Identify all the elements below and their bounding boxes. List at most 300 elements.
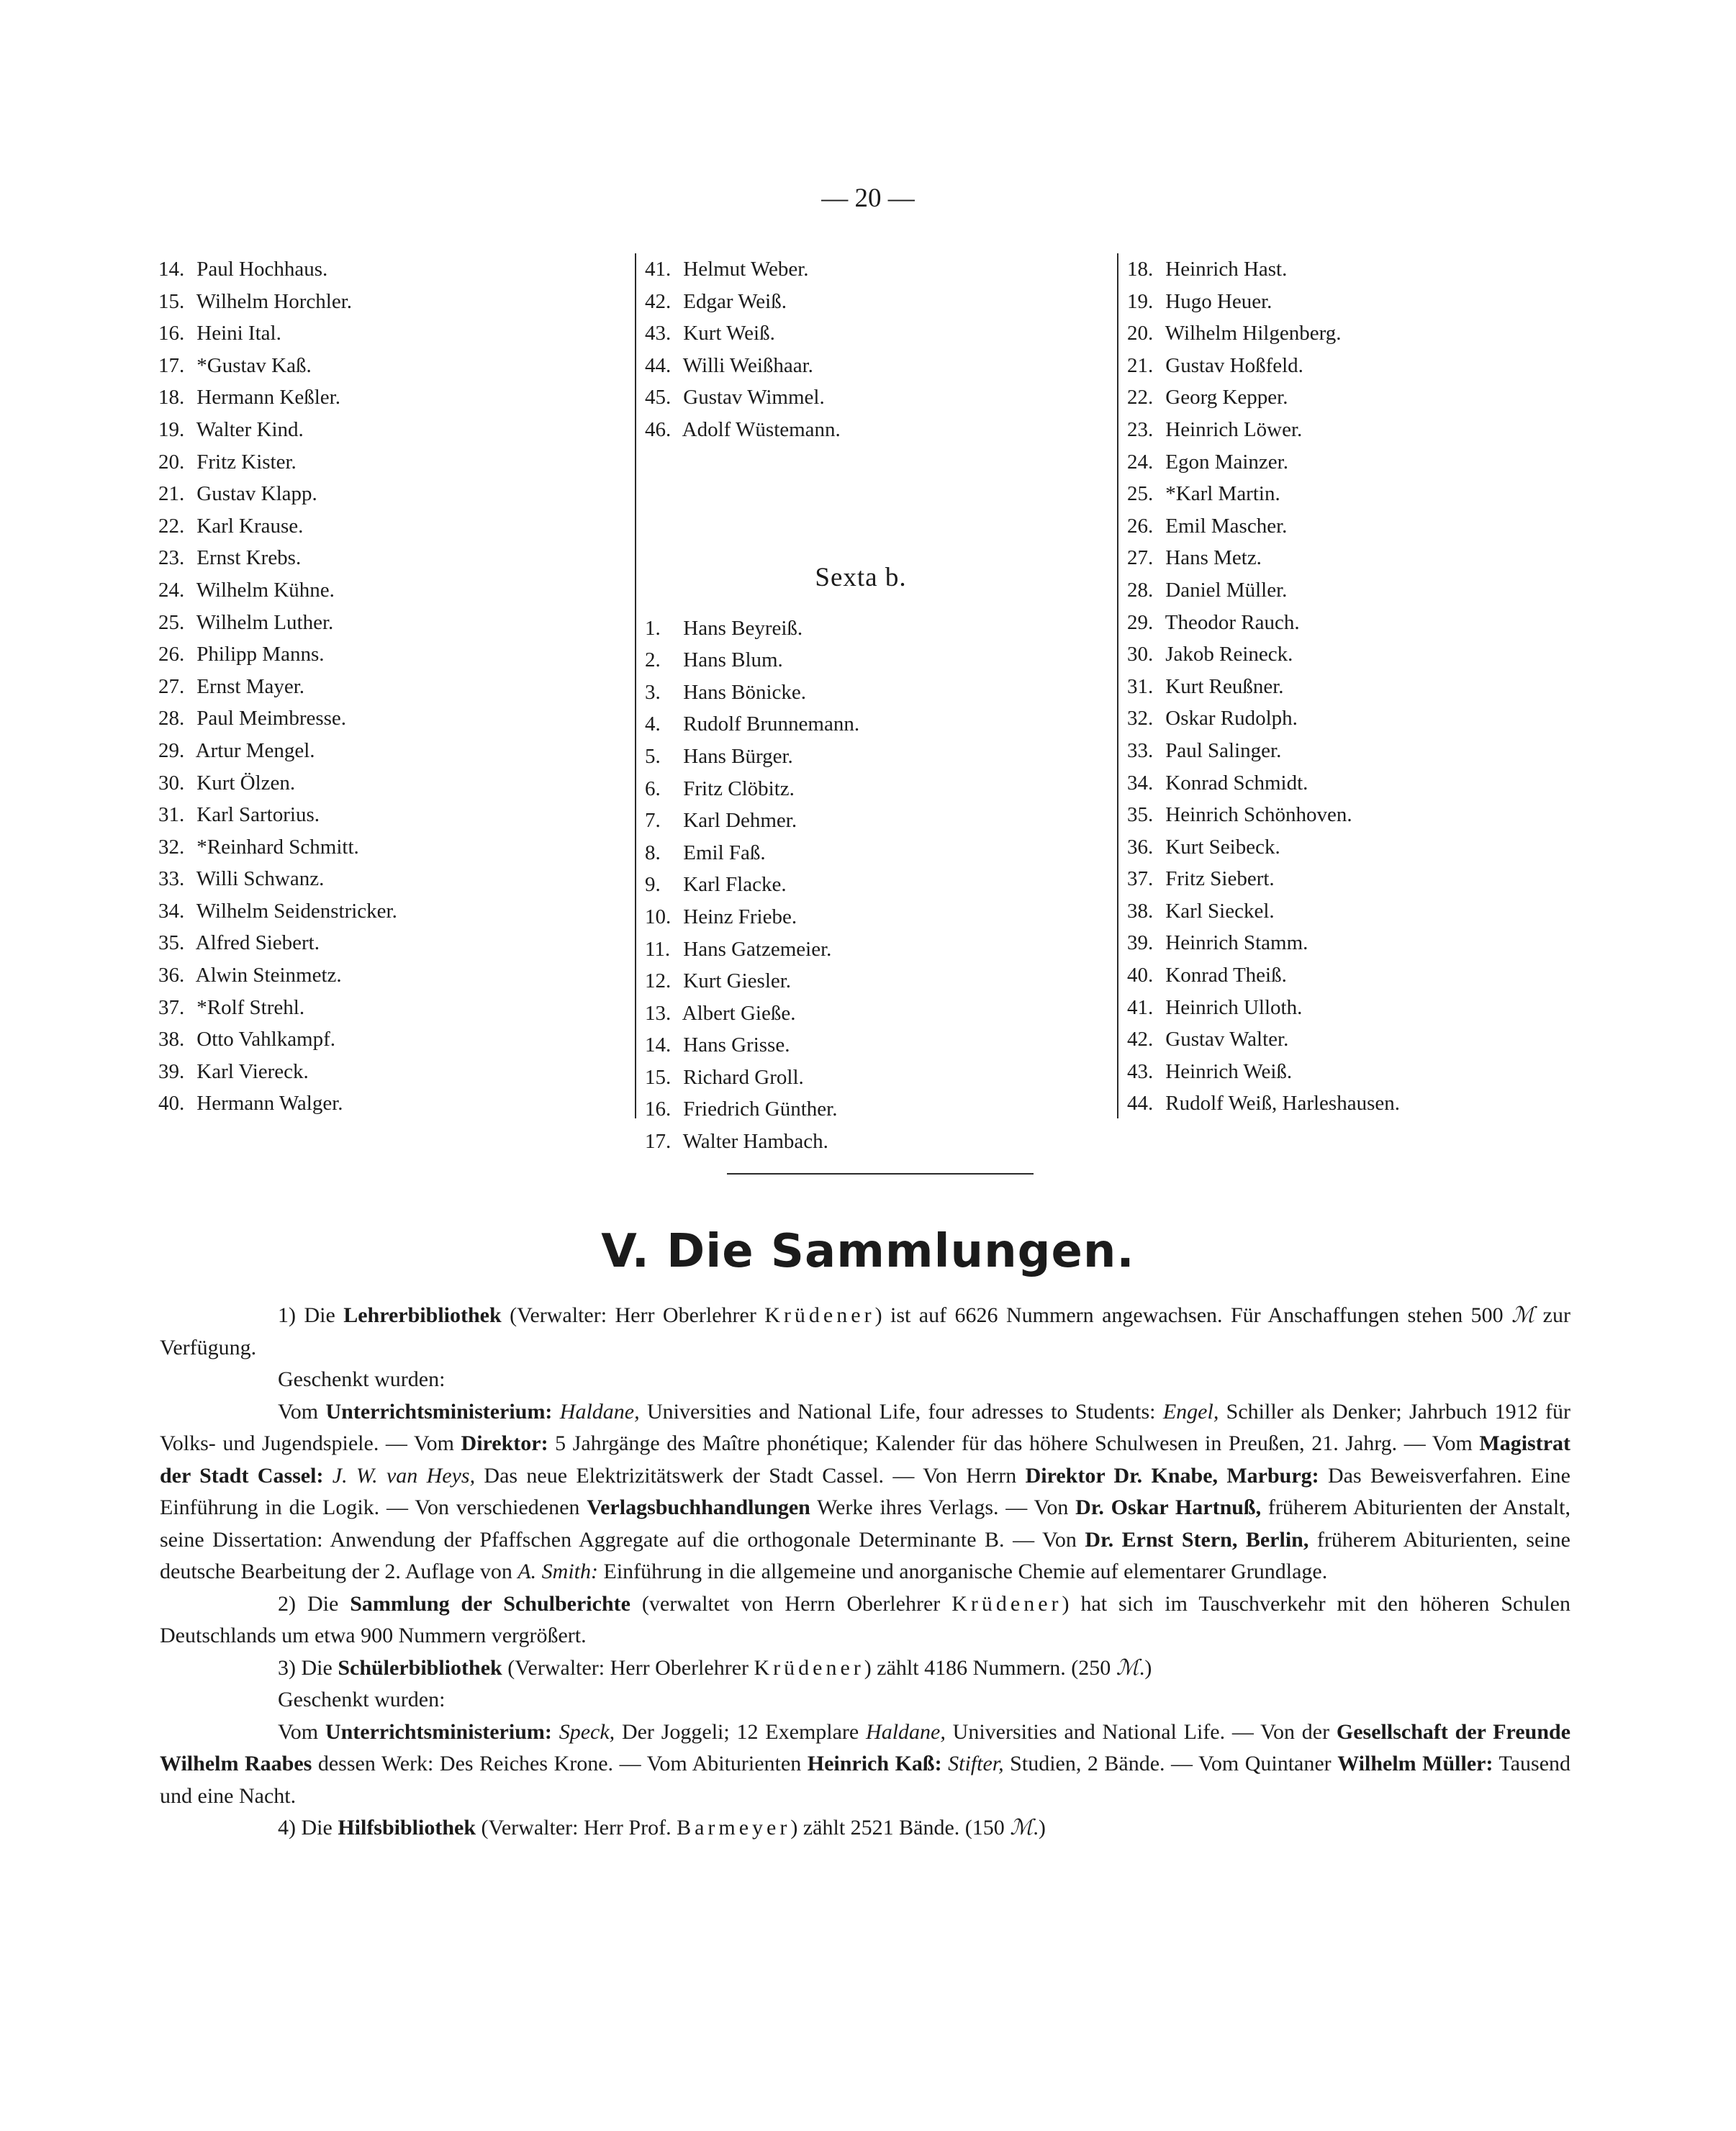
- text: [942, 1752, 949, 1775]
- student-column-3: [1127, 253, 1645, 1120]
- entry-number: 42.: [1127, 1028, 1154, 1051]
- student-name: Artur Mengel.: [195, 738, 315, 762]
- text: Stifter,: [948, 1752, 1004, 1775]
- text: J. W. van Heys,: [332, 1463, 476, 1488]
- student-name: Gustav Hoßfeld.: [1165, 353, 1303, 377]
- student-name: Heini Ital.: [196, 322, 281, 345]
- student-name: Daniel Müller.: [1165, 578, 1288, 602]
- student-entry: [645, 1062, 1113, 1094]
- text: Schülerbibliothek: [338, 1655, 502, 1680]
- student-entry: [1127, 1056, 1645, 1088]
- student-entry: [645, 837, 1113, 869]
- student-entry: [158, 959, 626, 992]
- entry-number: 24.: [158, 578, 185, 602]
- student-entry: [158, 1023, 626, 1056]
- text: Haldane,: [866, 1719, 946, 1744]
- entry-number: 44.: [645, 353, 672, 377]
- entry-number: 5.: [645, 744, 661, 768]
- student-name: Karl Viereck.: [196, 1059, 309, 1083]
- entry-number: 13.: [645, 1001, 672, 1025]
- entry-number: 18.: [1127, 258, 1154, 281]
- student-entry: [1127, 286, 1645, 318]
- entry-number: 36.: [1127, 835, 1154, 859]
- student-entry: [645, 317, 1113, 350]
- entry-number: 20.: [1127, 322, 1154, 345]
- student-name: Hans Metz.: [1165, 546, 1262, 570]
- student-entry: [645, 901, 1113, 933]
- paragraph-school-reports: [160, 1588, 1570, 1652]
- student-name: Albert Gieße.: [682, 1001, 796, 1025]
- student-lists: [0, 253, 1736, 1154]
- entry-number: 29.: [1127, 610, 1154, 634]
- student-name: Heinrich Stamm.: [1165, 931, 1308, 955]
- student-name: Karl Krause.: [196, 514, 304, 538]
- student-column-1: [158, 253, 626, 1120]
- student-entry: [158, 767, 626, 800]
- entry-number: 33.: [1127, 738, 1154, 762]
- text: Schiller als Denker; Jahrbuch 1912 für Volks- und Jugendspiele. — Vom: [160, 1399, 1570, 1455]
- student-entry: [158, 992, 626, 1024]
- text: ) ist auf 6626 Nummern angewachsen. Für Anschaffungen stehen 500: [874, 1303, 1512, 1327]
- student-entry: [158, 574, 626, 607]
- entry-number: 22.: [1127, 386, 1154, 410]
- student-name: Fritz Kister.: [196, 450, 297, 474]
- entry-number: 32.: [1127, 707, 1154, 730]
- student-entry: [1127, 1087, 1645, 1120]
- student-name: Karl Sieckel.: [1165, 899, 1275, 923]
- text: ) zählt 2521 Bände. (150: [790, 1816, 1011, 1840]
- student-name: Ernst Krebs.: [196, 546, 302, 570]
- entry-number: 41.: [1127, 995, 1154, 1019]
- entry-number: 26.: [158, 643, 185, 666]
- text: A. Smith:: [517, 1560, 598, 1583]
- student-entry: [158, 895, 626, 928]
- text: 2) Die: [278, 1591, 351, 1616]
- entry-number: 28.: [1127, 578, 1154, 602]
- text: (Verwalter: Herr Prof.: [476, 1816, 677, 1840]
- student-name: Heinrich Löwer.: [1165, 417, 1303, 441]
- entry-number: 19.: [1127, 289, 1154, 313]
- entry-number: 28.: [158, 707, 185, 730]
- entry-number: 27.: [1127, 546, 1154, 570]
- student-entry: [1127, 638, 1645, 671]
- entry-number: 40.: [158, 1092, 185, 1116]
- text: .): [1139, 1655, 1152, 1680]
- column-divider-left: [635, 253, 636, 1118]
- student-name: *Gustav Kaß.: [196, 353, 312, 377]
- student-entry: [158, 253, 626, 286]
- student-entry: [645, 773, 1113, 805]
- student-name: Alfred Siebert.: [195, 931, 320, 955]
- entry-number: 1.: [645, 616, 661, 640]
- student-name: Ernst Mayer.: [196, 674, 305, 698]
- student-name: Willi Weißhaar.: [682, 353, 813, 377]
- student-name: Kurt Reußner.: [1165, 674, 1284, 698]
- student-name: Theodor Rauch.: [1165, 610, 1300, 634]
- student-name: Wilhelm Kühne.: [196, 578, 335, 602]
- entry-number: 39.: [158, 1059, 185, 1083]
- paragraph-teacher-library: [160, 1300, 1570, 1364]
- student-entry: [1127, 350, 1645, 382]
- student-entry: [1127, 574, 1645, 607]
- student-entry: [645, 644, 1113, 677]
- text: Barmeyer: [677, 1816, 791, 1840]
- student-entry: [158, 671, 626, 703]
- student-name: Wilhelm Hilgenberg.: [1165, 322, 1342, 345]
- entry-number: 26.: [1127, 514, 1154, 538]
- student-name: Adolf Wüstemann.: [682, 417, 841, 441]
- student-entry: [645, 869, 1113, 901]
- student-name: Hans Bönicke.: [683, 680, 806, 704]
- student-name: Egon Mainzer.: [1165, 450, 1288, 474]
- student-entry: [645, 741, 1113, 773]
- student-entry: [158, 317, 626, 350]
- text: 4) Die: [278, 1816, 338, 1840]
- entry-number: 25.: [158, 610, 185, 634]
- text: ) zählt 4186 Nummern. (250: [864, 1655, 1116, 1680]
- page-number: — 20 —: [821, 184, 915, 213]
- paragraph-student-library: [160, 1652, 1570, 1685]
- text: [552, 1720, 559, 1744]
- text: 3) Die: [278, 1655, 338, 1680]
- text: Dr. Oskar Hartnuß,: [1075, 1496, 1262, 1519]
- student-name: Hans Beyreiß.: [683, 616, 803, 640]
- student-entry: [1127, 992, 1645, 1024]
- entry-number: 35.: [158, 931, 185, 955]
- student-entry: [1127, 446, 1645, 479]
- text: Engel,: [1162, 1399, 1219, 1424]
- student-list-sexta-b: [645, 612, 1113, 1158]
- student-entry: [1127, 927, 1645, 959]
- entry-number: 25.: [1127, 482, 1154, 506]
- entry-number: 12.: [645, 969, 672, 993]
- student-name: Kurt Ölzen.: [196, 771, 296, 795]
- student-entry: [1127, 542, 1645, 574]
- student-entry: [158, 350, 626, 382]
- student-name: Walter Hambach.: [682, 1130, 828, 1154]
- student-entry: [158, 446, 626, 479]
- student-entry: [158, 735, 626, 767]
- text: Haldane,: [559, 1399, 640, 1424]
- mark-symbol: ℳ: [1116, 1655, 1139, 1680]
- student-entry: [158, 702, 626, 735]
- student-name: Emil Mascher.: [1165, 514, 1288, 538]
- student-entry: [158, 927, 626, 959]
- student-name: Paul Meimbresse.: [196, 707, 347, 730]
- student-name: *Reinhard Schmitt.: [196, 835, 359, 859]
- text: früherem Abiturienten, seine deutsche Bearbeitung der 2. Auflage von: [160, 1527, 1570, 1583]
- student-name: Hans Grisse.: [683, 1033, 790, 1057]
- student-name: Heinrich Weiß.: [1165, 1059, 1293, 1083]
- mark-symbol: ℳ: [1010, 1816, 1034, 1840]
- entry-number: 9.: [645, 873, 661, 897]
- student-entry: [1127, 959, 1645, 992]
- text: früherem Abiturienten der Anstalt, seine Dissertation: Anwendung der Pfaffschen Aggregate auf die orthogonale Determinante B. — Von: [160, 1496, 1571, 1552]
- entry-number: 46.: [645, 417, 672, 441]
- student-name: Hans Gatzemeier.: [683, 937, 832, 961]
- entry-number: 36.: [158, 964, 185, 987]
- entry-number: 37.: [1127, 867, 1154, 891]
- student-entry: [1127, 799, 1645, 831]
- student-entry: [158, 414, 626, 446]
- entry-number: 44.: [1127, 1092, 1154, 1116]
- student-name: Edgar Weiß.: [683, 289, 787, 313]
- student-name: Walter Kind.: [196, 417, 304, 441]
- text: Das neue Elektrizitätswerk der Stadt Cassel. — Von Herrn: [475, 1463, 1026, 1488]
- student-name: Emil Faß.: [683, 841, 766, 864]
- text: 1) Die: [278, 1303, 344, 1327]
- text: Vom: [278, 1399, 326, 1424]
- text: Krüdener: [951, 1591, 1062, 1616]
- student-name: Konrad Theiß.: [1165, 964, 1287, 987]
- entry-number: 18.: [158, 386, 185, 410]
- student-name: Gustav Wimmel.: [683, 386, 825, 410]
- entry-number: 39.: [1127, 931, 1154, 955]
- entry-number: 33.: [158, 867, 185, 891]
- entry-number: 3.: [645, 680, 661, 704]
- chapter-title: V. Die Sammlungen.: [601, 1225, 1135, 1278]
- text: Einführung in die allgemeine und anorganische Chemie auf elementarer Grundlage.: [598, 1560, 1328, 1583]
- text: zur Verfügung.: [160, 1303, 1570, 1359]
- student-entry: [1127, 478, 1645, 510]
- student-name: Wilhelm Horchler.: [196, 289, 353, 313]
- entry-number: 37.: [158, 995, 185, 1019]
- student-name: Willi Schwanz.: [196, 867, 325, 891]
- text: Vom: [278, 1719, 325, 1744]
- entry-number: 43.: [1127, 1059, 1154, 1083]
- entry-number: 34.: [158, 899, 185, 923]
- student-name: Hermann Keßler.: [196, 386, 340, 410]
- text: Krüdener: [764, 1303, 875, 1327]
- entry-number: 40.: [1127, 964, 1154, 987]
- entry-number: 38.: [158, 1028, 185, 1051]
- text: Der Joggeli; 12 Exemplare: [615, 1719, 867, 1744]
- text: Hilfsbibliothek: [338, 1816, 476, 1840]
- student-entry: [158, 478, 626, 510]
- student-entry: [1127, 702, 1645, 735]
- student-list-continued: [645, 253, 1113, 446]
- student-entry: [1127, 863, 1645, 895]
- donations-heading: Geschenkt wurden:: [278, 1367, 446, 1391]
- student-entry: [645, 805, 1113, 837]
- text: Lehrerbibliothek: [343, 1303, 502, 1327]
- entry-number: 24.: [1127, 450, 1154, 474]
- student-name: Rudolf Brunnemann.: [683, 712, 860, 736]
- entry-number: 43.: [645, 322, 672, 345]
- entry-number: 20.: [158, 450, 185, 474]
- entry-number: 16.: [158, 322, 185, 345]
- entry-number: 31.: [1127, 674, 1154, 698]
- student-name: Paul Salinger.: [1165, 738, 1282, 762]
- entry-number: 11.: [645, 937, 671, 961]
- entry-number: 14.: [645, 1033, 672, 1057]
- text: (Verwalter: Herr Oberlehrer: [502, 1655, 754, 1680]
- student-name: Paul Hochhaus.: [196, 258, 328, 281]
- entry-number: 31.: [158, 803, 185, 827]
- student-name: Georg Kepper.: [1165, 386, 1288, 410]
- student-name: Heinz Friebe.: [683, 905, 797, 928]
- entry-number: 8.: [645, 841, 661, 864]
- entry-number: 14.: [158, 258, 185, 281]
- student-column-2: [645, 253, 1113, 1158]
- student-name: Karl Flacke.: [683, 873, 787, 897]
- entry-number: 23.: [1127, 417, 1154, 441]
- entry-number: 34.: [1127, 771, 1154, 795]
- paragraph-student-donations: [160, 1716, 1570, 1813]
- student-name: Kurt Weiß.: [683, 322, 775, 345]
- entry-number: 4.: [645, 712, 661, 736]
- entry-number: 35.: [1127, 803, 1154, 827]
- student-entry: [158, 1087, 626, 1120]
- text: (verwaltet von Herrn Oberlehrer: [630, 1591, 952, 1616]
- student-entry: [1127, 767, 1645, 800]
- text: Wilhelm Müller:: [1337, 1752, 1493, 1775]
- student-name: Rudolf Weiß, Harleshausen.: [1165, 1092, 1400, 1116]
- text: Krüdener: [754, 1655, 864, 1680]
- text: Tausend und eine Nacht.: [160, 1752, 1571, 1808]
- student-name: Konrad Schmidt.: [1165, 771, 1308, 795]
- text: Heinrich Kaß:: [807, 1752, 942, 1775]
- entry-number: 38.: [1127, 899, 1154, 923]
- text: Gesellschaft der Freunde Wilhelm Raabes: [160, 1719, 1571, 1775]
- entry-number: 15.: [158, 289, 185, 313]
- student-name: *Rolf Strehl.: [196, 995, 305, 1019]
- student-name: Kurt Giesler.: [683, 969, 792, 993]
- text: ) hat sich im Tauschverkehr mit den höheren Schulen Deutschlands um etwa 900 Nummern vergrößert.: [160, 1591, 1570, 1647]
- student-entry: [158, 510, 626, 543]
- entry-number: 7.: [645, 809, 661, 833]
- paragraph-auxiliary-library: [160, 1812, 1570, 1845]
- student-name: Wilhelm Seidenstricker.: [196, 899, 397, 923]
- entry-number: 41.: [645, 258, 672, 281]
- text: Verlagsbuchhandlungen: [587, 1496, 810, 1519]
- entry-number: 19.: [158, 417, 185, 441]
- student-entry: [1127, 831, 1645, 864]
- student-name: Heinrich Ulloth.: [1165, 995, 1303, 1019]
- student-entry: [1127, 510, 1645, 543]
- student-entry: [645, 708, 1113, 741]
- entry-number: 29.: [158, 738, 185, 762]
- student-entry: [158, 607, 626, 639]
- entry-number: 15.: [645, 1065, 672, 1089]
- student-name: Alwin Steinmetz.: [195, 964, 342, 987]
- text: Universities and National Life, four adresses to Students:: [639, 1399, 1163, 1424]
- text: Direktor:: [461, 1431, 548, 1455]
- student-entry: [1127, 671, 1645, 703]
- entry-number: 30.: [158, 771, 185, 795]
- student-name: Otto Vahlkampf.: [196, 1028, 336, 1051]
- student-entry: [645, 414, 1113, 446]
- entry-number: 6.: [645, 777, 661, 800]
- student-name: Gustav Walter.: [1165, 1028, 1289, 1051]
- student-entry: [1127, 1023, 1645, 1056]
- student-entry: [1127, 381, 1645, 414]
- student-entry: [645, 286, 1113, 318]
- text: Sammlung der Schulberichte: [350, 1591, 630, 1616]
- student-name: Philipp Manns.: [196, 643, 325, 666]
- student-name: Gustav Klapp.: [196, 482, 317, 506]
- student-name: Richard Groll.: [683, 1065, 804, 1089]
- text: (Verwalter: Herr Oberlehrer: [501, 1303, 765, 1327]
- student-entry: [1127, 735, 1645, 767]
- text: Das Beweisverfahren. Eine Einführung in die Logik. — Von verschiedenen: [160, 1463, 1570, 1519]
- text: Werke ihres Verlags. — Von: [810, 1496, 1076, 1519]
- student-name: Hermann Walger.: [196, 1092, 343, 1116]
- text: [323, 1464, 332, 1488]
- entry-number: 17.: [158, 353, 185, 377]
- student-entry: [158, 831, 626, 864]
- entry-number: 2.: [645, 648, 661, 672]
- student-name: *Karl Martin.: [1165, 482, 1280, 506]
- entry-number: 21.: [158, 482, 185, 506]
- entry-number: 16.: [645, 1098, 672, 1121]
- student-name: Karl Dehmer.: [683, 809, 797, 833]
- student-name: Heinrich Hast.: [1165, 258, 1288, 281]
- student-name: Helmut Weber.: [683, 258, 809, 281]
- entry-number: 30.: [1127, 643, 1154, 666]
- entry-number: 23.: [158, 546, 185, 570]
- text: Unterrichtsministerium:: [325, 1719, 552, 1744]
- text: Unterrichtsministerium:: [325, 1399, 553, 1424]
- student-name: Fritz Siebert.: [1165, 867, 1275, 891]
- text: [552, 1400, 559, 1424]
- student-name: Friedrich Günther.: [683, 1098, 838, 1121]
- entry-number: 17.: [645, 1130, 672, 1154]
- student-entry: [645, 933, 1113, 966]
- student-entry: [645, 965, 1113, 997]
- student-entry: [1127, 414, 1645, 446]
- text: Magistrat der Stadt Cassel:: [160, 1431, 1570, 1488]
- student-entry: [158, 863, 626, 895]
- student-entry: [1127, 317, 1645, 350]
- student-entry: [158, 1056, 626, 1088]
- student-name: Hans Blum.: [683, 648, 783, 672]
- text: .): [1033, 1816, 1046, 1840]
- student-entry: [645, 350, 1113, 382]
- text: 5 Jahrgänge des Maître phonétique; Kalender für das höhere Schulwesen in Preußen, 21. Jahrg. — Vom: [548, 1431, 1480, 1455]
- student-entry: [645, 1093, 1113, 1126]
- student-name: Fritz Clöbitz.: [683, 777, 795, 800]
- student-entry: [158, 799, 626, 831]
- section-divider: [727, 1173, 1034, 1175]
- student-entry: [645, 1126, 1113, 1158]
- student-entry: [1127, 253, 1645, 286]
- column-divider-right: [1117, 253, 1118, 1118]
- student-name: Oskar Rudolph.: [1165, 707, 1298, 730]
- student-name: Hans Bürger.: [683, 744, 793, 768]
- student-entry: [645, 612, 1113, 645]
- student-entry: [158, 381, 626, 414]
- student-entry: [158, 638, 626, 671]
- student-name: Jakob Reineck.: [1165, 643, 1293, 666]
- mark-symbol: ℳ: [1511, 1303, 1535, 1327]
- student-name: Karl Sartorius.: [196, 803, 320, 827]
- collections-text: [160, 1300, 1570, 1845]
- student-entry: [645, 381, 1113, 414]
- student-name: Heinrich Schönhoven.: [1165, 803, 1352, 827]
- entry-number: 42.: [645, 289, 672, 313]
- paragraph-teacher-donations: [160, 1396, 1570, 1588]
- text: Speck,: [559, 1719, 615, 1744]
- donations-heading: Geschenkt wurden:: [278, 1688, 446, 1711]
- entry-number: 22.: [158, 514, 185, 538]
- entry-number: 32.: [158, 835, 185, 859]
- text: Universities and National Life. — Von der: [945, 1719, 1337, 1744]
- entry-number: 45.: [645, 386, 672, 410]
- student-entry: [1127, 607, 1645, 639]
- student-name: Kurt Seibeck.: [1165, 835, 1280, 859]
- entry-number: 27.: [158, 674, 185, 698]
